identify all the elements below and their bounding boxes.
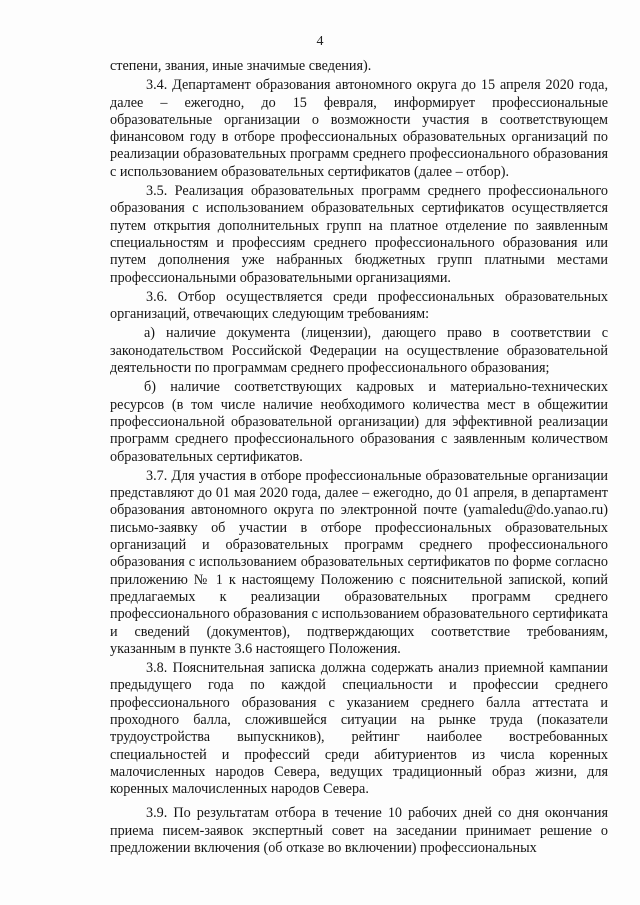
paragraph-3-8: 3.8. Пояснительная записка должна содержать анализ приемной кампании предыдущего года по каждой специальности и профессии среднего профессионального образования с указанием среднего балла аттестата и проходного балла, сложившейся ситуации на рынке труда (показатели трудоустройства выпускников), рейтинг наиболее востребованных специальностей и профессий среди абитуриентов из числа коренных малочисленных народов Севера, ведущих традиционный образ жизни, для коренных малочисленных народов Севера. <box>110 660 608 798</box>
page-number: 4 <box>316 34 324 49</box>
paragraph-3-9: 3.9. По результатам отбора в течение 10 рабочих дней со дня окончания приема писем-заявок экспертный совет на заседании принимает решение о предложении включения (об отказе во включении) профессиональных <box>110 805 608 857</box>
document-body <box>110 58 608 859</box>
paragraph-3-7: 3.7. Для участия в отборе профессиональные образовательные организации представляют до 01 мая 2020 года, далее – ежегодно, до 01 апреля, в департамент образования автономного округа по электронной почте (yamaledu@do.yanao.ru) письмо-заявку об участии в отборе профессиональных образовательных организаций и образовательных программ среднего профессионального образования с использованием образовательных сертификатов по форме согласно приложению № 1 к настоящему Положению с пояснительной запиской, копий предлагаемых к реализации образовательных программ среднего профессионального образования с использованием образовательного сертификата и сведений (документов), подтверждающих соответствие требованиям, указанным в пункте 3.6 настоящего Положения. <box>110 467 608 657</box>
paragraph-3-6-b: б) наличие соответствующих кадровых и материально-технических ресурсов (в том числе наличие необходимого количества мест в общежитии профессиональной образовательной организации) для эффективной реализации программ среднего профессионального образования с заявленным количеством образовательных сертификатов. <box>110 379 608 465</box>
paragraph-3-5: 3.5. Реализация образовательных программ среднего профессионального образования с использованием образовательных сертификатов осуществляется путем открытия дополнительных групп на платное отделение по заявленным специальностям и профессиям среднего профессионального образования или путем дополнения уже набранных бюджетных групп платными местами профессиональными образовательными организациями. <box>110 183 608 286</box>
paragraph-3-6: 3.6. Отбор осуществляется среди профессиональных образовательных организаций, отвечающих следующим требованиям: <box>110 288 608 323</box>
paragraph-3-4: 3.4. Департамент образования автономного округа до 15 апреля 2020 года, далее – ежегодно, до 15 февраля, информирует профессиональные образовательные организации о возможности участия в соответствующем финансовом году в отборе профессиональных образовательных организаций по реализации образовательных программ среднего профессионального образования с использованием образовательных сертификатов (далее – отбор). <box>110 77 608 180</box>
paragraph-3-6-a: а) наличие документа (лицензии), дающего право в соответствии с законодательством Российской Федерации на осуществление образовательной деятельности по программам среднего профессионального образования; <box>110 325 608 377</box>
paragraph-continuation: степени, звания, иные значимые сведения). <box>110 58 372 74</box>
